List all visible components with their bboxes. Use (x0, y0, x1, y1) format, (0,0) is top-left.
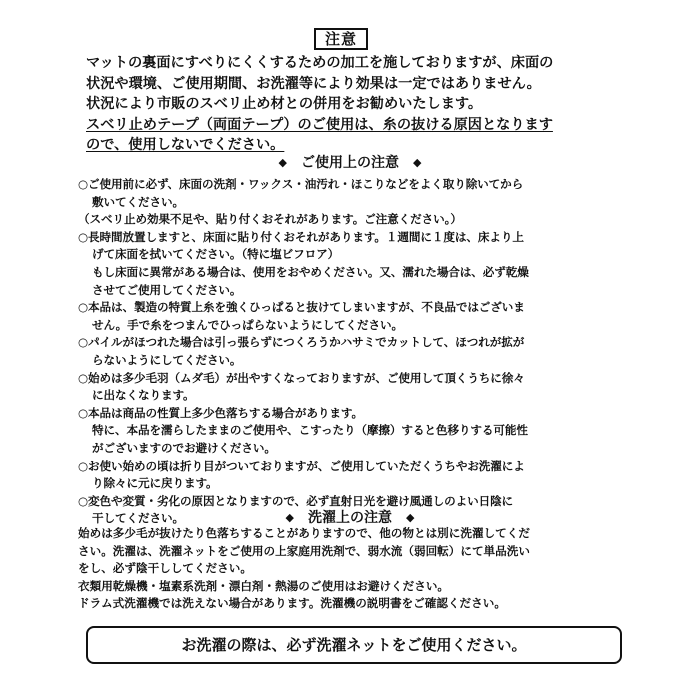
usage-line: ○長時間放置しますと、床面に貼り付くおそれがあります。１週間に１度は、床より上 (78, 229, 524, 244)
usage-line: （スベリ止め効果不足や、貼り付くおそれがあります。ご注意ください。） (78, 212, 462, 227)
usage-line: ○パイルがほつれた場合は引っ張らずにつくろうかハサミでカットして、ほつれが拡が (78, 335, 525, 350)
usage-line: ○本品は商品の性質上多少色落ちする場合があります。 (78, 405, 363, 420)
usage-line: がございますのでお避けください。 (92, 440, 276, 455)
intro-line-underlined: ので、使用しないでください。 (86, 137, 285, 153)
diamond-icon: ◆ (278, 156, 287, 169)
wash-notes (78, 525, 638, 613)
wash-line: 衣類用乾燥機・塩素系洗剤・漂白剤・熱湯のご使用はお避けください。 (78, 578, 450, 593)
usage-notes (78, 176, 638, 528)
usage-line: もし床面に異常がある場合は、使用をおやめください。又、濡れた場合は、必ず乾燥 (92, 264, 529, 279)
usage-line: ○始めは多少毛羽（ムダ毛）が出やすくなっておりますが、ご使用して頂くうちに徐々 (78, 370, 525, 385)
intro-line-underlined: スベリ止めテープ（両面テープ）のご使用は、糸の抜ける原因となります (86, 116, 553, 133)
usage-line: り除々に元に戻ります。 (92, 476, 218, 491)
usage-heading-text: ご使用上の注意 (301, 155, 399, 171)
usage-line: ○変色や変質・劣化の原因となりますので、必ず直射日光を避け風通しのよい日陰に (78, 493, 514, 508)
usage-line: ○お使い始めの頃は折り目がついておりますが、ご使用していただくうちやお洗濯によ (78, 458, 525, 473)
wash-line: ドラム式洗濯機では洗えない場合があります。洗濯機の説明書をご確認ください。 (78, 596, 506, 611)
intro-notice (86, 53, 646, 156)
wash-line: 始めは多少毛が抜けたり色落ちすることがありますので、他の物とは別に洗濯してくだ (78, 526, 530, 540)
usage-line: 敷いてください。 (92, 194, 184, 209)
diamond-icon: ◆ (413, 156, 422, 169)
diamond-icon: ◆ (285, 511, 294, 524)
wash-heading-text: 洗濯上の注意 (308, 510, 392, 526)
usage-line: 特に、本品を濡らしたままのご使用や、こすったり（摩擦）すると色移りする可能性 (92, 423, 528, 438)
intro-line: 状況や環境、ご使用期間、お洗濯等により効果は一定ではありません。 (86, 75, 541, 92)
wash-line: をし、必ず陰干ししてください。 (78, 561, 252, 576)
page-title: 注意 (314, 28, 368, 50)
wash-line: さい。洗濯は、洗濯ネットをご使用の上家庭用洗剤で、弱水流（弱回転）にて単品洗い (78, 543, 530, 558)
usage-line: させてご使用してください。 (92, 282, 242, 297)
usage-section-heading (0, 154, 700, 172)
intro-line: 状況により市販のスベリ止め材との併用をお勧めいたします。 (86, 96, 483, 112)
usage-line: ○ご使用前に必ず、床面の洗剤・ワックス・油汚れ・ほこりなどをよく取り除いてから (78, 177, 524, 191)
usage-line: ○本品は、製造の特質上糸を強くひっぱると抜けてしまいますが、不良品ではございま (78, 300, 525, 315)
usage-line: せん。手で糸をつまんでひっぱらないようにしてください。 (92, 317, 404, 332)
usage-line: らないようにしてください。 (92, 352, 242, 367)
usage-line: 干してください。 (92, 511, 184, 526)
diamond-icon: ◆ (406, 511, 415, 524)
intro-line: マットの裏面にすべりにくくするための加工を施しておりますが、床面の (86, 55, 554, 71)
laundry-net-notice: お洗濯の際は、必ず洗濯ネットをご使用ください。 (86, 626, 622, 664)
usage-line: げて床面を拭いてください。（特に塩ビフロア） (92, 247, 340, 262)
usage-line: に出なくなります。 (92, 388, 195, 403)
